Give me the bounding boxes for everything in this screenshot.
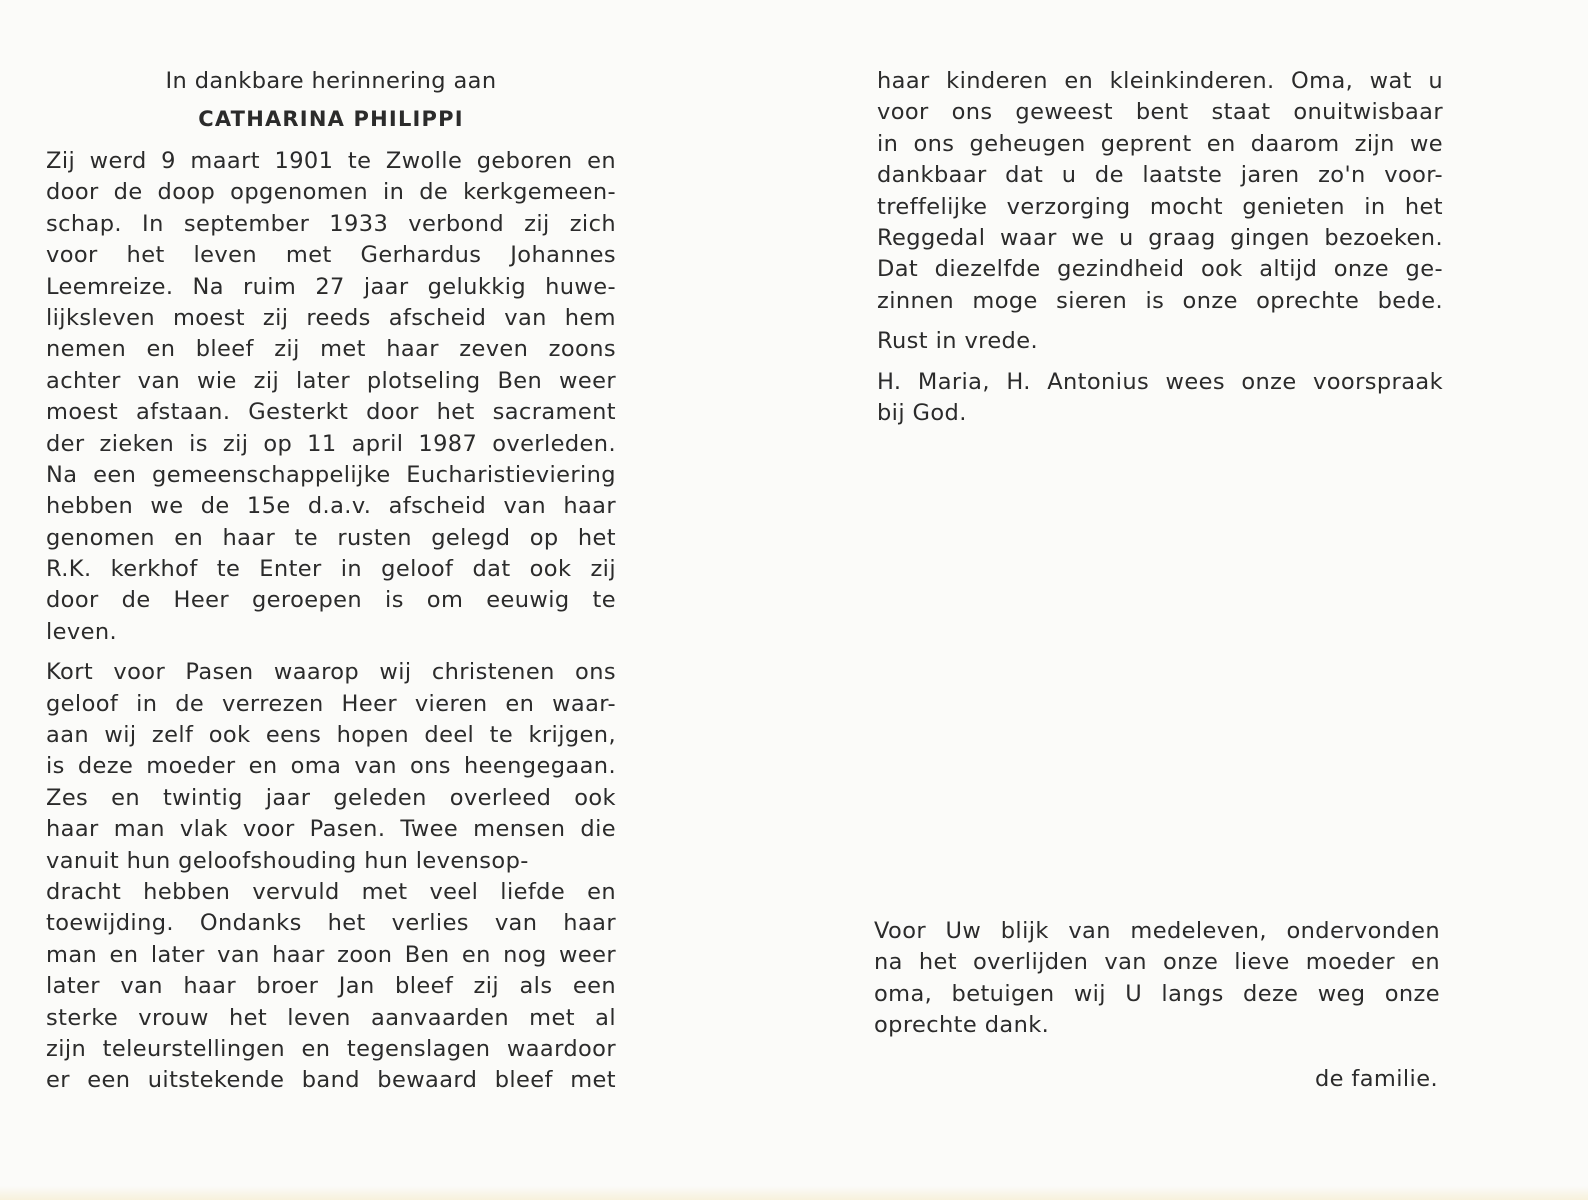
paragraph-gap: [877, 317, 1443, 326]
signoff: de familie.: [1314, 1066, 1438, 1092]
text-line: toewijding. Ondanks het verlies van haar: [46, 910, 616, 937]
deceased-name: CATHARINA PHILIPPI: [198, 107, 464, 131]
text-line: leven.: [46, 618, 118, 645]
text-line: schap. In september 1933 verbond zij zich: [46, 210, 616, 237]
text-line: R.K. kerkhof te Enter in geloof dat ook zij: [46, 556, 616, 583]
text-line: man en later van haar zoon Ben en nog weer: [46, 941, 616, 968]
text-line: zijn teleurstellingen en tegenslagen waardoor: [46, 1035, 616, 1062]
text-line: lijksleven moest zij reeds afscheid van hem: [46, 304, 616, 331]
text-line: door de doop opgenomen in de kerkgemeen-: [46, 179, 616, 206]
text-line: geloof in de verrezen Heer vieren en waar-: [46, 690, 616, 717]
text-line: genomen en haar te rusten gelegd op het: [46, 524, 616, 551]
text-line: voor het leven met Gerhardus Johannes: [46, 242, 616, 269]
text-line: treffelijke verzorging mocht genieten in het: [877, 193, 1443, 220]
text-line: oprechte dank.: [874, 1012, 1050, 1039]
text-line: Kort voor Pasen waarop wij christenen ons: [46, 659, 616, 686]
text-line: Dat diezelfde gezindheid ook altijd onze ge-: [877, 256, 1443, 283]
text-line: is deze moeder en oma van ons heengegaan.: [46, 753, 616, 780]
text-line: Reggedal waar we u graag gingen bezoeken.: [877, 224, 1443, 251]
rest-in-peace: Rust in vrede.: [877, 328, 1039, 355]
right-column: [877, 66, 1443, 429]
prayer: [877, 367, 1443, 430]
text-line: in ons geheugen geprent en daarom zijn we: [877, 130, 1443, 157]
text-line: sterke vrouw het leven aanvaarden met al: [46, 1004, 616, 1031]
reflection-paragraph: [46, 657, 616, 1096]
text-line: later van haar broer Jan bleef zij als een: [46, 973, 616, 1000]
text-line: nemen en bleef zij met haar zeven zoons: [46, 336, 616, 363]
text-line: zinnen moge sieren is onze oprechte bede.: [877, 287, 1443, 314]
text-line: Voor Uw blijk van medeleven, ondervonden: [874, 918, 1440, 944]
text-line: achter van wie zij later plotseling Ben weer: [46, 367, 616, 394]
text-line: haar man vlak voor Pasen. Twee mensen die: [46, 816, 616, 843]
text-line: Na een gemeenschappelijke Eucharistieviering: [46, 461, 616, 488]
text-line: oma, betuigen wij U langs deze weg onze: [874, 980, 1440, 1007]
text-line: der zieken is zij op 11 april 1987 overleden.: [46, 430, 616, 457]
paragraph-gap: [46, 648, 616, 657]
text-line: H. Maria, H. Antonius wees onze voorspraak: [877, 368, 1443, 395]
text-line: Zes en twintig jaar geleden overleed ook: [46, 784, 616, 811]
text-line: dracht hebben vervuld met veel liefde en: [46, 878, 616, 905]
intro-line: In dankbare herinnering aan: [165, 68, 497, 94]
text-line: bij God.: [877, 399, 967, 426]
text-line: moest afstaan. Gesterkt door het sacrament: [46, 399, 616, 426]
text-line: aan wij zelf ook eens hopen deel te krijgen,: [46, 722, 616, 749]
text-line: er een uitstekende band bewaard bleef met: [46, 1067, 616, 1094]
left-column: [46, 62, 616, 1097]
biography-paragraph: [46, 146, 616, 648]
text-line: vanuit hun geloofshouding hun levensop-: [46, 847, 529, 874]
paragraph-gap: [877, 358, 1443, 367]
text-line: dankbaar dat u de laatste jaren zo'n voor-: [877, 162, 1443, 189]
text-line: door de Heer geroepen is om eeuwig te: [46, 587, 616, 614]
text-line: haar kinderen en kleinkinderen. Oma, wat u: [877, 68, 1443, 94]
scan-edge: [0, 1186, 1588, 1200]
text-line: na het overlijden van onze lieve moeder en: [874, 949, 1440, 976]
continuation-paragraph: [877, 66, 1443, 317]
thanks-paragraph: [874, 916, 1440, 1042]
text-line: voor ons geweest bent staat onuitwisbaar: [877, 99, 1443, 126]
text-line: hebben we de 15e d.a.v. afscheid van haar: [46, 493, 616, 520]
text-line: Zij werd 9 maart 1901 te Zwolle geboren en: [46, 148, 616, 174]
text-line: Leemreize. Na ruim 27 jaar gelukkig huwe-: [46, 273, 616, 300]
